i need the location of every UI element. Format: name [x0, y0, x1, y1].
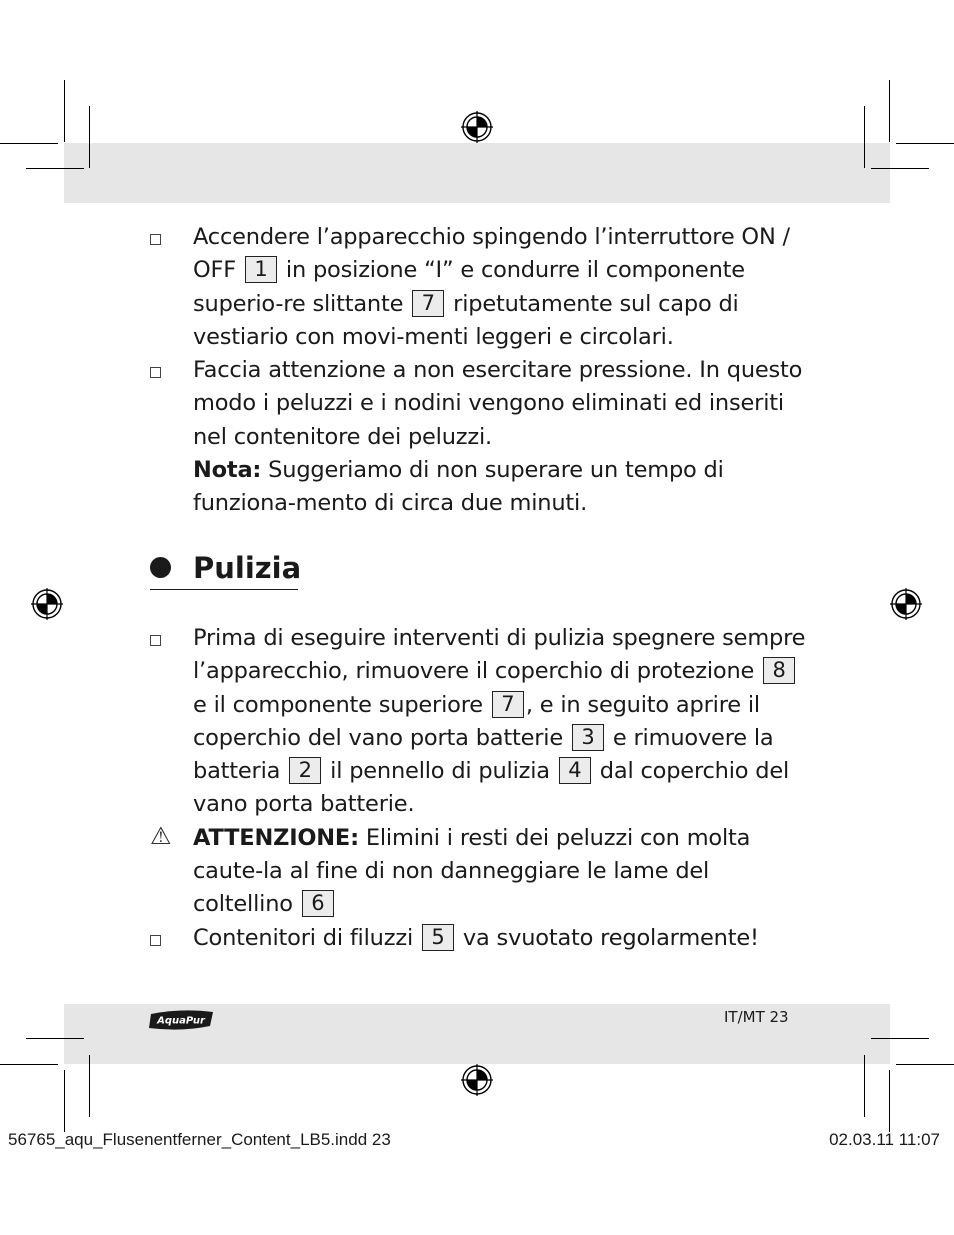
crop-mark	[0, 143, 58, 144]
part-reference-box: 8	[763, 657, 795, 684]
registration-mark-icon	[31, 588, 63, 620]
item-text: ripetutamente sul capo di vestiario con movi-menti leggeri e circolari.	[193, 290, 739, 350]
item-text: e il componente superiore	[193, 691, 490, 718]
item-text: Accendere l’apparecchio spingendo l’interruttore ON / OFF	[193, 224, 790, 284]
crop-mark	[26, 168, 84, 169]
list-item	[150, 922, 810, 955]
list-item	[150, 822, 810, 922]
crop-mark	[64, 1070, 65, 1132]
note-text: Suggeriamo di non superare un tempo di funziona-mento di circa due minuti.	[193, 457, 724, 517]
instructions-items	[150, 221, 810, 454]
warning-icon: ⚠	[150, 821, 172, 850]
note-paragraph	[150, 454, 810, 521]
logo-text: AquaPur	[157, 1015, 205, 1027]
crop-mark	[896, 143, 954, 144]
item-text: Contenitori di filuzzi	[193, 924, 420, 951]
section-title: Pulizia	[193, 551, 302, 585]
item-text: e rimuovere la batteria	[193, 724, 774, 785]
crop-mark	[89, 106, 90, 168]
cleaning-items	[150, 622, 810, 955]
slug-filename: 56765_aqu_Flusenentferner_Content_LB5.indd 23	[8, 1130, 391, 1149]
crop-mark	[89, 1055, 90, 1117]
part-reference-box: 1	[245, 256, 277, 283]
crop-mark	[871, 168, 929, 169]
crop-mark	[889, 1070, 890, 1132]
part-reference-box: 2	[289, 757, 321, 784]
bullet-dot-icon	[150, 557, 171, 578]
heading-underline	[150, 589, 298, 590]
crop-mark	[896, 1064, 954, 1065]
part-reference-box: 5	[422, 924, 454, 951]
crop-mark	[26, 1038, 84, 1039]
crop-mark	[864, 1055, 865, 1117]
aquapur-logo	[148, 1008, 216, 1032]
note-label: Nota:	[193, 457, 262, 484]
list-item	[150, 354, 810, 454]
part-reference-box: 7	[412, 290, 444, 317]
warning-label: ATTENZIONE:	[193, 824, 359, 851]
crop-mark	[871, 1038, 929, 1039]
item-text: il pennello di pulizia	[323, 758, 557, 785]
registration-mark-icon	[461, 1064, 493, 1096]
slug-timestamp: 02.03.11 11:07	[829, 1130, 940, 1149]
item-text: Elimini i resti dei peluzzi con molta caute-la al fine di non danneggiare le lame del coltellino	[193, 824, 751, 918]
crop-mark	[889, 80, 890, 142]
cleaning-list	[150, 622, 810, 955]
checkbox-icon	[150, 622, 193, 658]
checkbox-icon	[150, 354, 193, 390]
instructions-list	[150, 221, 810, 521]
page-number: IT/MT 23	[724, 1008, 789, 1026]
registration-mark-icon	[890, 588, 922, 620]
list-item	[150, 221, 810, 354]
header-band	[64, 143, 890, 203]
part-reference-box: 6	[302, 890, 334, 917]
item-text: dal coperchio del vano porta batterie.	[193, 758, 790, 818]
item-text: va svuotato regolarmente!	[455, 924, 759, 951]
crop-mark	[0, 1064, 58, 1065]
checkbox-icon	[150, 922, 193, 958]
item-text: Faccia attenzione a non esercitare pressione. In questo modo i peluzzi e i nodini vengono eliminati ed inseriti nel contenitore dei peluzzi.	[193, 357, 803, 450]
item-text: Prima di eseguire interventi di pulizia spegnere sempre l’apparecchio, rimuovere il coperchio di protezione	[193, 625, 806, 685]
part-reference-box: 3	[572, 724, 604, 751]
crop-mark	[64, 80, 65, 142]
list-item	[150, 622, 810, 822]
item-text: in posizione “I” e condurre il componente superio-re slittante	[193, 257, 745, 317]
part-reference-box: 7	[492, 691, 524, 718]
crop-mark	[864, 106, 865, 168]
checkbox-icon	[150, 221, 193, 257]
registration-mark-icon	[461, 111, 493, 143]
item-text: , e in seguito aprire il coperchio del vano porta batterie	[193, 691, 760, 751]
part-reference-box: 4	[559, 757, 591, 784]
